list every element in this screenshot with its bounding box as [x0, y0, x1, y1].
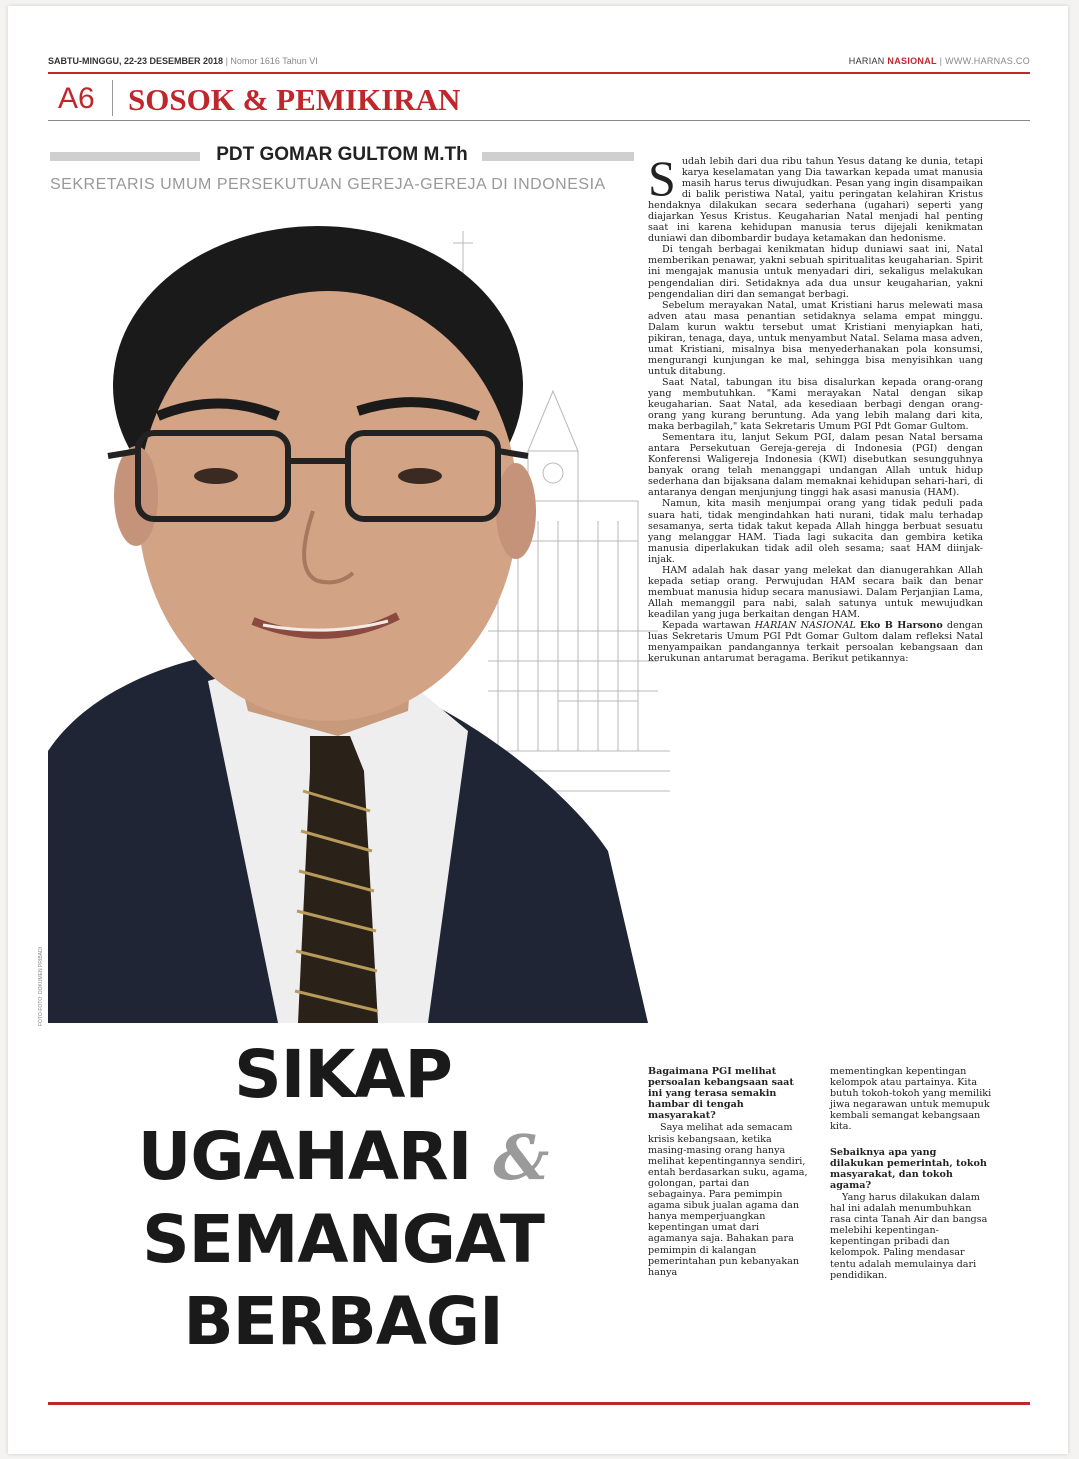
reporter-name: Eko B Harsono: [859, 619, 943, 631]
byline-rule-left: [50, 152, 200, 161]
paper-name-italic: HARIAN NASIONAL: [754, 619, 856, 631]
photo-credit: FOTO-FOTO: DOKUMEN PRIBADI: [38, 947, 44, 1026]
headline: [48, 1034, 638, 1363]
byline-rule-right: [482, 152, 634, 161]
article-paragraph-2: Di tengah berbagai kenikmatan hidup duniawi saat ini, Natal memberikan penawar, yakni sebuah spiritualitas keugaharian. Spirit ini mengajak manusia untuk menyadari diri, sekaligus melakukan pengendalian diri. Setidaknya ada dua unsur keugaharian, yakni pengendalian diri dan semangat berbagi.: [648, 244, 983, 300]
article-paragraph-7: HAM adalah hak dasar yang melekat dan dianugerahkan Allah kepada setiap orang. Perwujudan HAM secara baik dan benar membuat manusia hidup secara manusiawi. Dalam Perjanjian Lama, Allah memanggil para nabi, salah satunya untuk mewujudkan keadilan yang juga berkaitan dengan HAM.: [648, 564, 983, 620]
article-body: [648, 150, 983, 665]
masthead-line: [48, 54, 1030, 74]
section-title: SOSOK & PEMIKIRAN: [128, 82, 461, 117]
headline-line-3: SEMANGAT: [142, 1201, 544, 1278]
paper-prefix: HARIAN: [848, 56, 885, 66]
article-paragraph-6: Namun, kita masih menjumpai orang yang tidak peduli pada suara hati, tidak mengindahkan hati nurani, tidak malu terhadap sesamanya, serta tidak takut kepada Allah hingga berbuat sesuatu yang melanggar HAM. Tiada lagi sukacita dan gembira ketika manusia diperlakukan tidak adil oleh sesama; saat HAM diinjak-injak.: [648, 498, 983, 565]
byline-role: SEKRETARIS UMUM PERSEKUTUAN GEREJA-GEREJA DI INDONESIA: [50, 176, 606, 193]
question-1: Bagaimana PGI melihat persoalan kebangsaan saat ini yang terasa semakin hambar di tengah masyarakat?: [648, 1066, 794, 1122]
article-paragraph-3: Sebelum merayakan Natal, umat Kristiani harus melewati masa adven atau masa penantian setidaknya selama empat minggu. Dalam kurun waktu tersebut umat Kristiani menyiapkan hati, pikiran, tenaga, daya, untuk menyambut Natal. Selama masa adven, umat Kristiani, misalnya bisa menyederhanakan pola konsumsi, mengurangi kunjungan ke mal, sehingga bisa menyisihkan uang untuk ditabung.: [648, 299, 983, 377]
qa-column-2: [830, 1066, 992, 1281]
issue-number: Nomor 1616 Tahun VI: [230, 56, 318, 66]
article-paragraph-1: Sudah lebih dari dua ribu tahun Yesus datang ke dunia, tetapi karya keselamatan yang Dia tawarkan kepada umat manusia masih harus terus diwujudkan. Pesan yang ingin disampaikan di balik peristiwa Natal, yaitu peringatan kelahiran Kristus hendaknya dilakukan secara sederhana (ugahari) seperti yang diajarkan Yesus Kristus. Keugaharian Natal menjadi hal penting saat ini karena kehidupan manusia terus dijejali kenikmatan duniawi dan dibombardir budaya ketamakan dan hedonisme.: [648, 150, 983, 245]
bottom-rule: [48, 1402, 1030, 1405]
newspaper-page: [8, 6, 1068, 1454]
page-number: A6: [58, 82, 95, 115]
question-2: Sebaiknya apa yang dilakukan pemerintah, tokoh masyarakat, dan tokoh agama?: [830, 1146, 987, 1191]
paper-name: NASIONAL: [887, 56, 937, 66]
issue-info: SABTU-MINGGU, 22-23 DESEMBER 2018 | Nomor 1616 Tahun VI: [48, 56, 318, 66]
answer-1-continued: mementingkan kepentingan kelompok atau partainya. Kita butuh tokoh-tokoh yang memiliki jiwa negarawan untuk memupuk kembali semangat kebangsaan kita.: [830, 1066, 992, 1133]
face: [138, 291, 518, 721]
article-paragraph-4: Saat Natal, tabungan itu bisa disalurkan kepada orang-orang yang membutuhkan. "Kami merayakan Natal dengan sikap keugaharian. Saat Natal, ada kesediaan berbagi dengan orang-orang yang kurang beruntung. Ada yang lebih malang dari kita, maka berbagilah," kata Sekretaris Umum PGI Pdt Gomar Gultom.: [648, 376, 983, 433]
article-paragraph-5: Sementara itu, lanjut Sekum PGI, dalam pesan Natal bersama antara Persekutuan Gereja-gereja di Indonesia (PGI) dengan Konferensi Waligereja Indonesia (KWI) disebutkan sesungguhnya banyak orang telah menanggapi undangan Allah untuk hidup sederhana dan bijaksana dalam memaknai kehidupan sehari-hari, di antaranya dengan menjunjung tinggi hak asasi manusia (HAM).: [648, 432, 983, 499]
section-header: [48, 76, 1030, 121]
answer-1: Saya melihat ada semacam krisis kebangsaan, ketika masing-masing orang hanya melihat kepentingannya sendiri, entah berdasarkan suku, agama, golongan, partai dan sebagainya. Para pemimpin agama sibuk jualan agama dan hanya memperjuangkan kepentingan umat dari agamanya saja. Bahakan para pemimpin di kalangan pemerintahan pun kebanyakan hanya: [648, 1122, 808, 1278]
headline-ampersand: &: [493, 1121, 549, 1194]
portrait-photo: [48, 211, 670, 1023]
qa-column-1: [648, 1066, 810, 1278]
paper-website: WWW.HARNAS.CO: [945, 56, 1030, 66]
drop-cap: S: [648, 150, 676, 206]
section-divider: [112, 80, 113, 116]
answer-2: Yang harus dilakukan dalam hal ini adalah menumbuhkan rasa cinta Tanah Air dan bangsa melebihi kepentingan-kepentingan pribadi dan kelompok. Paling mendasar tentu adalah memulainya dari pendidikan.: [830, 1191, 988, 1281]
byline-name: PDT GOMAR GULTOM M.Th: [216, 144, 468, 165]
headline-line-2: UGAHARI &: [137, 1118, 549, 1195]
headline-line-4: BERBAGI: [183, 1283, 503, 1360]
portrait-illustration: [48, 211, 670, 1023]
article-closing: Kepada wartawan HARIAN NASIONAL Eko B Harsono dengan luas Sekretaris Umum PGI Pdt Gomar Gultom dalam refleksi Natal menyampaikan pandangannya terkait persoalan kebangsaan dan kerukunan antarumat beragama. Berikut petikannya:: [648, 619, 983, 665]
paper-info: HARIAN NASIONAL | WWW.HARNAS.CO: [848, 56, 1030, 66]
issue-date: SABTU-MINGGU, 22-23 DESEMBER 2018: [48, 56, 224, 66]
headline-line-1: SIKAP: [234, 1036, 452, 1113]
